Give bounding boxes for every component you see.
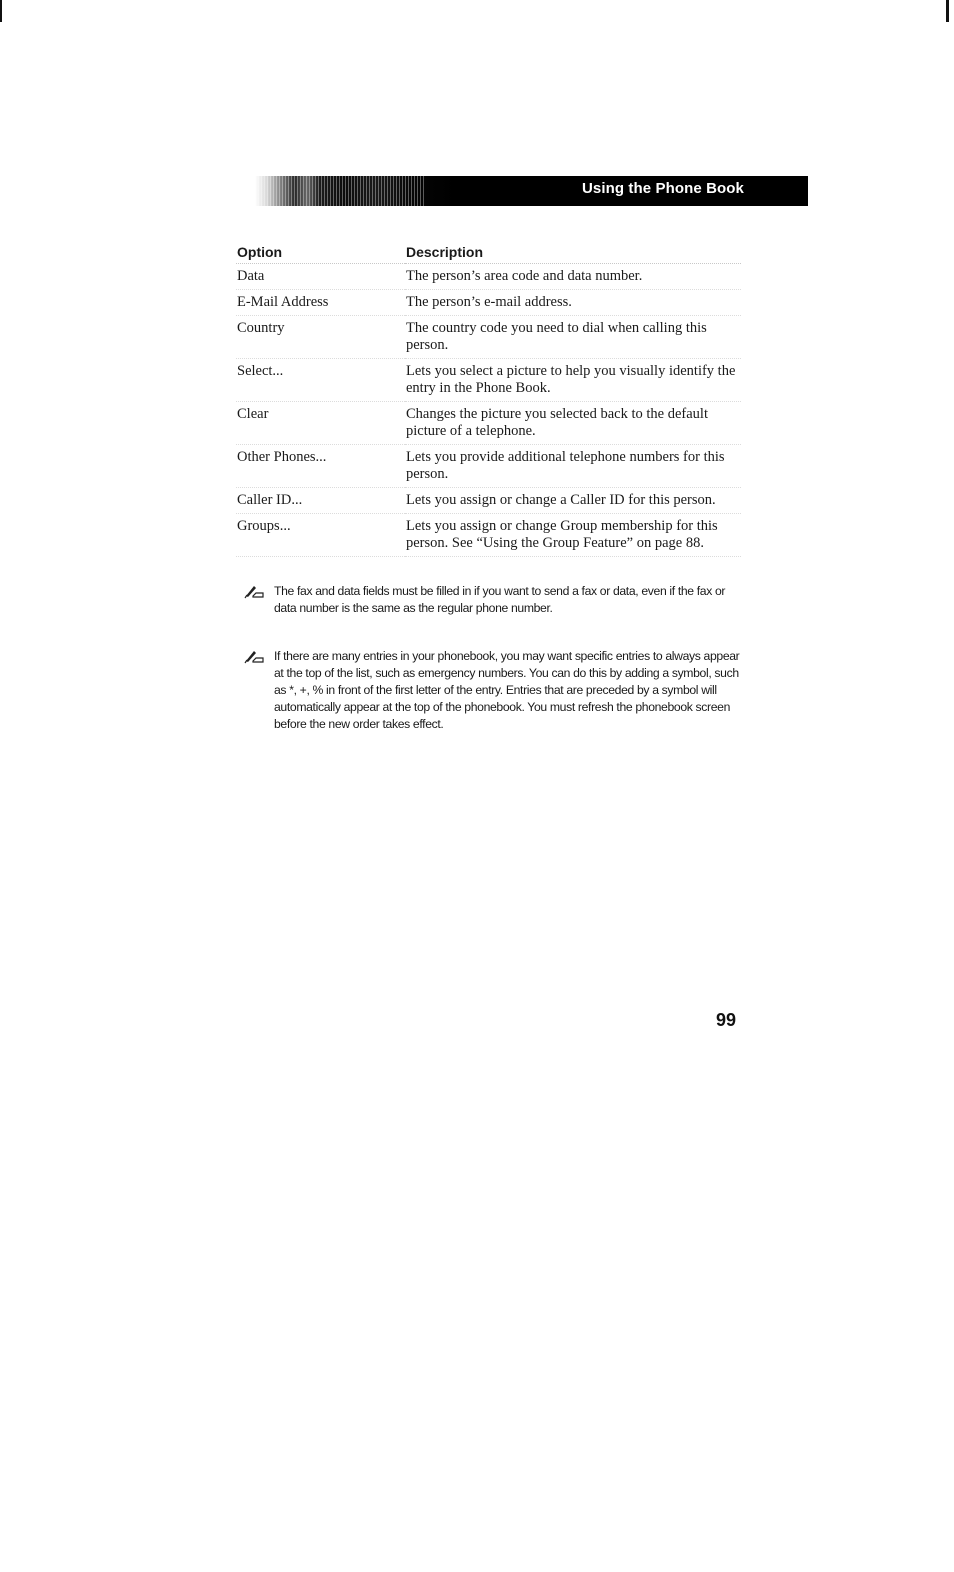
section-title: Using the Phone Book bbox=[581, 180, 744, 197]
note-fax-data bbox=[244, 583, 740, 617]
option-cell: Caller ID... bbox=[236, 488, 405, 514]
description-cell: The person’s area code and data number. bbox=[405, 264, 741, 290]
option-cell: Country bbox=[236, 316, 405, 359]
description-cell: Lets you assign or change a Caller ID for this person. bbox=[405, 488, 741, 514]
table-row bbox=[236, 445, 741, 488]
description-cell: Changes the picture you selected back to the default picture of a telephone. bbox=[405, 402, 741, 445]
option-cell: Data bbox=[236, 264, 405, 290]
table-row bbox=[236, 488, 741, 514]
option-cell: Clear bbox=[236, 402, 405, 445]
column-header-option: Option bbox=[236, 243, 405, 264]
option-cell: Select... bbox=[236, 359, 405, 402]
table-row bbox=[236, 264, 741, 290]
table-row bbox=[236, 359, 741, 402]
column-header-description: Description bbox=[405, 243, 741, 264]
table-row bbox=[236, 290, 741, 316]
scan-edge-mark-right bbox=[946, 0, 949, 22]
description-cell: The country code you need to dial when calling this person. bbox=[405, 316, 741, 359]
description-cell: Lets you assign or change Group membership for this person. See “Using the Group Feature” on page 88. bbox=[405, 514, 741, 557]
pen-note-icon bbox=[244, 583, 266, 599]
description-cell: Lets you provide additional telephone numbers for this person. bbox=[405, 445, 741, 488]
scan-edge-mark-left bbox=[0, 0, 2, 22]
table-row bbox=[236, 514, 741, 557]
option-cell: E-Mail Address bbox=[236, 290, 405, 316]
note-text: If there are many entries in your phonebook, you may want specific entries to always appear at the top of the list, such as emergency numbers. You can do this by adding a symbol, such as *, +, % in front of the first letter of the entry. Entries that are preceded by a symbol will automatically appear at the top of the phonebook. You must refresh the phonebook screen before the new order takes effect. bbox=[274, 649, 740, 731]
section-header-bar bbox=[255, 176, 808, 206]
options-table bbox=[236, 243, 741, 557]
option-cell: Other Phones... bbox=[236, 445, 405, 488]
table-header-row bbox=[236, 243, 741, 264]
pen-note-icon bbox=[244, 648, 266, 664]
note-text: The fax and data fields must be filled in if you want to send a fax or data, even if the fax or data number is the same as the regular phone number. bbox=[274, 584, 726, 615]
table-row bbox=[236, 402, 741, 445]
page-number: 99 bbox=[716, 1010, 737, 1030]
description-cell: Lets you select a picture to help you visually identify the entry in the Phone Book. bbox=[405, 359, 741, 402]
note-entry-order bbox=[244, 648, 740, 733]
option-cell: Groups... bbox=[236, 514, 405, 557]
table-row bbox=[236, 316, 741, 359]
header-texture bbox=[255, 176, 425, 206]
description-cell: The person’s e-mail address. bbox=[405, 290, 741, 316]
